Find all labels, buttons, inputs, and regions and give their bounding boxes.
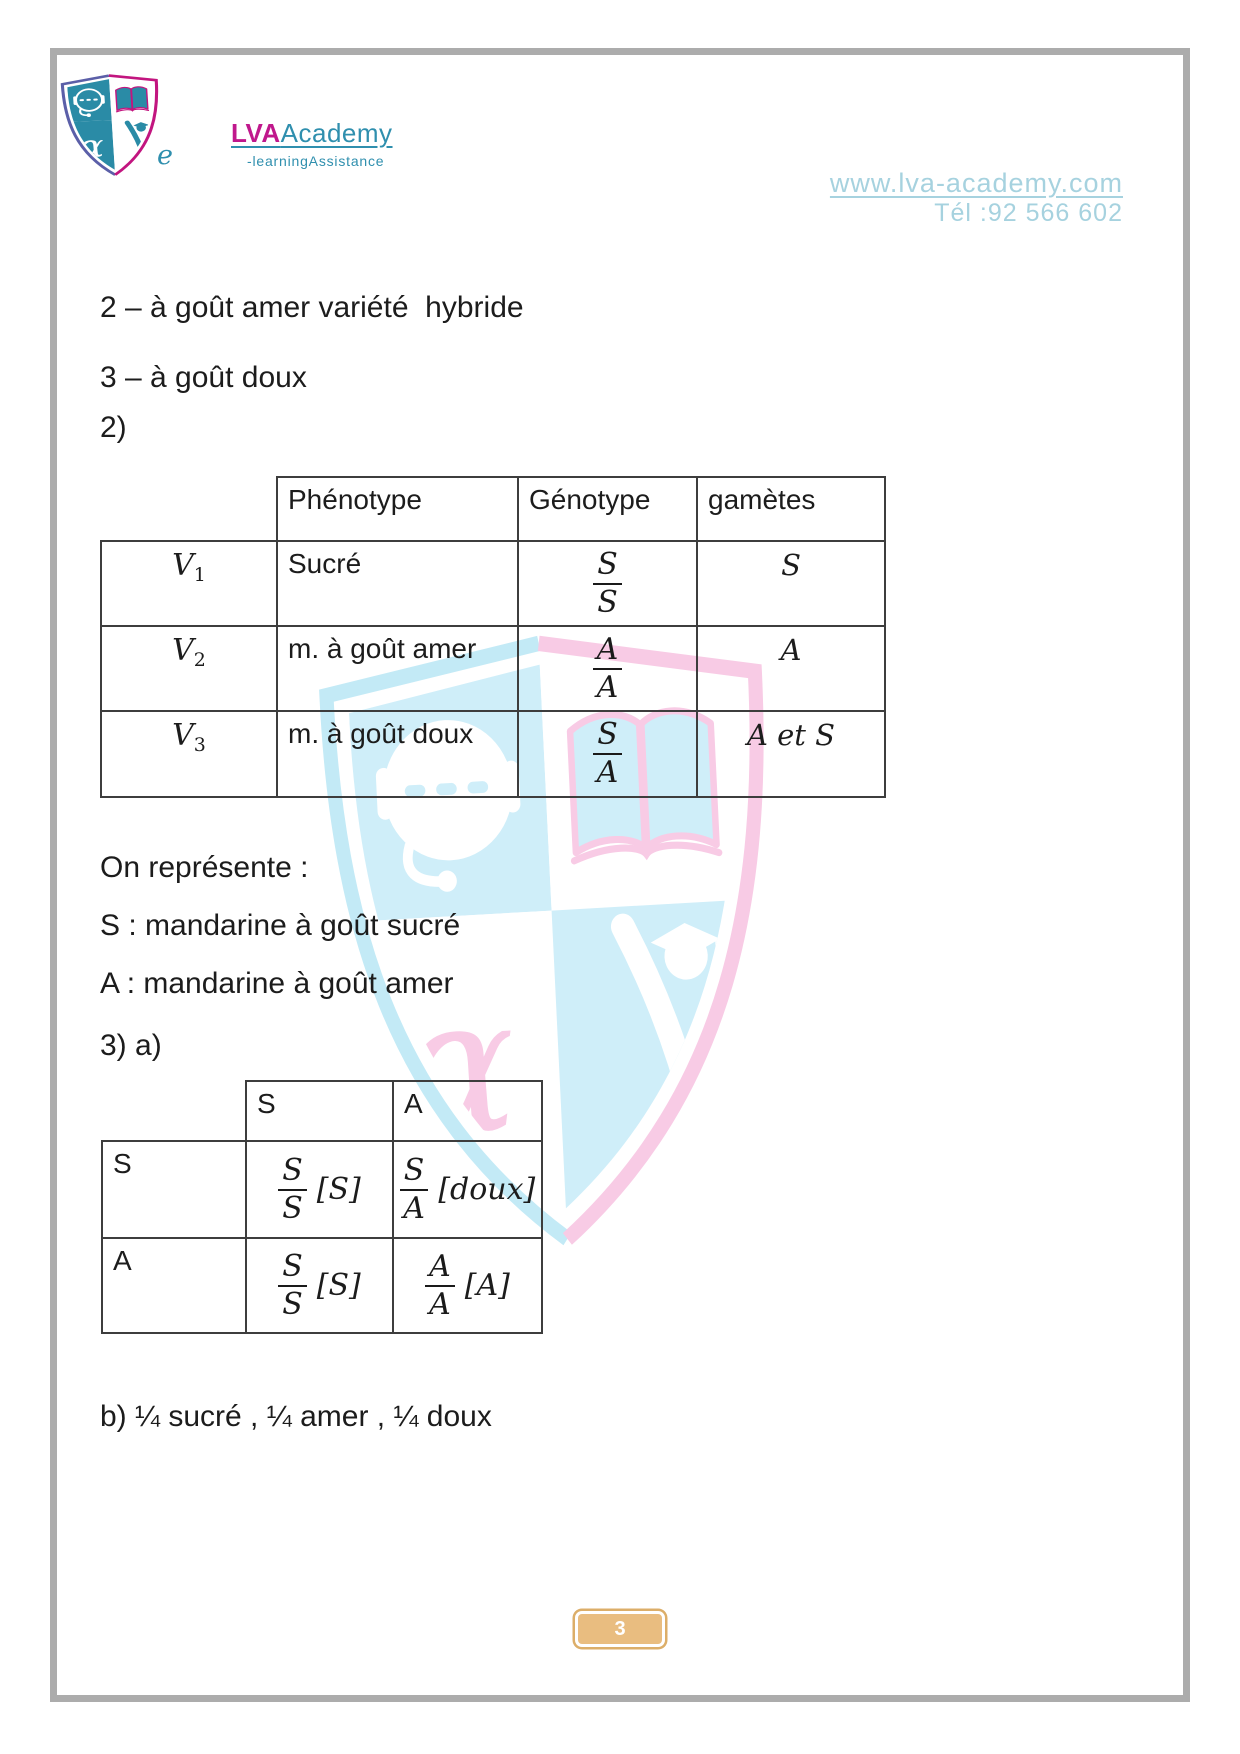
website-link[interactable]: www.lva-academy.com	[829, 168, 1123, 198]
punnett-cell: $\frac{S}{A}$ [doux]	[393, 1141, 542, 1238]
contact-block	[830, 168, 1123, 228]
genotype-cell: $\frac{S}{A}$	[518, 711, 697, 796]
brand-title	[231, 118, 393, 149]
variety-label: $V_1$	[101, 541, 277, 626]
phenotype-cell: m. à goût amer	[277, 626, 518, 711]
table-header-row	[102, 1081, 542, 1141]
answer-line-3: 3 – à goût doux	[100, 361, 307, 394]
phenotype-cell: m. à goût doux	[277, 711, 518, 796]
question-3a-label: 3) a)	[100, 1029, 162, 1062]
genotype-table	[100, 476, 886, 798]
empty-corner-cell	[101, 477, 277, 541]
punnett-cell: $\frac{S}{S}$ [S]	[246, 1238, 393, 1333]
gametes-cell: A	[697, 626, 885, 711]
column-header-gametes: gamètes	[697, 477, 885, 541]
legend-a: A : mandarine à goût amer	[100, 967, 454, 1000]
table-row	[101, 711, 885, 796]
variety-label: $V_2$	[101, 626, 277, 711]
answer-line-2: 2 – à goût amer variété hybride	[100, 291, 524, 324]
legend-s: S : mandarine à goût sucré	[100, 909, 461, 942]
punnett-cell: $\frac{S}{S}$ [S]	[246, 1141, 393, 1238]
table-row	[101, 541, 885, 626]
phenotype-cell: Sucré	[277, 541, 518, 626]
lva-shield-logo-icon	[55, 70, 169, 180]
logo-script-e: e	[157, 140, 173, 171]
brand-academy: Academy	[280, 118, 393, 148]
punnett-table	[101, 1080, 543, 1334]
question-2-label: 2)	[100, 411, 127, 444]
table-header-row	[101, 477, 885, 541]
column-header-phenotype: Phénotype	[277, 477, 518, 541]
table-row	[102, 1238, 542, 1333]
genotype-cell: $\frac{S}{S}$	[518, 541, 697, 626]
row-label-s: S	[102, 1141, 246, 1238]
empty-corner-cell	[102, 1081, 246, 1141]
gametes-cell: A et S	[697, 711, 885, 796]
column-header-s: S	[246, 1081, 393, 1141]
genotype-cell: $\frac{A}{A}$	[518, 626, 697, 711]
represent-intro: On représente :	[100, 851, 309, 884]
page-number-badge: 3	[575, 1611, 665, 1647]
table-row	[102, 1141, 542, 1238]
phone-number: Tél :92 566 602	[934, 199, 1123, 227]
punnett-cell: $\frac{A}{A}$ [A]	[393, 1238, 542, 1333]
brand-lva: LVA	[231, 118, 281, 148]
column-header-a: A	[393, 1081, 542, 1141]
gametes-cell: S	[697, 541, 885, 626]
column-header-genotype: Génotype	[518, 477, 697, 541]
row-label-a: A	[102, 1238, 246, 1333]
answer-b-line: b) ¼ sucré , ¼ amer , ¼ doux	[100, 1400, 492, 1433]
variety-label: $V_3$	[101, 711, 277, 796]
table-row	[101, 626, 885, 711]
brand-tagline: -learningAssistance	[247, 153, 385, 169]
